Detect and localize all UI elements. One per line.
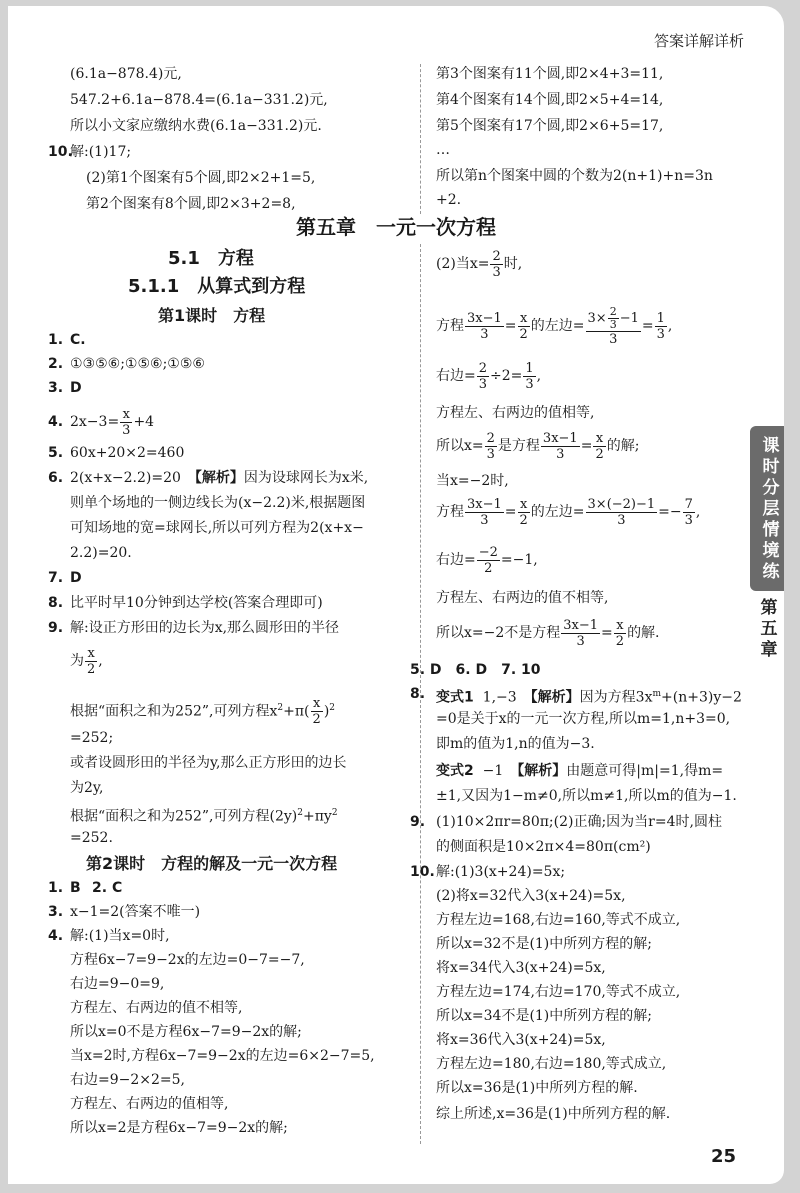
eq-part: 因为方程3x — [579, 689, 653, 706]
text-line — [70, 688, 335, 732]
question-number: 4. — [48, 414, 64, 430]
fraction — [586, 306, 641, 347]
page-number: 25 — [710, 1146, 736, 1167]
numerator: 3x−1 — [467, 310, 502, 326]
analysis-tag: 【解析】 — [194, 470, 244, 486]
answer: D — [70, 380, 82, 396]
side-chapter-label — [758, 598, 780, 661]
eq-part: = — [601, 625, 613, 641]
question-number: 10. — [48, 144, 73, 160]
eq-part: −1 — [482, 763, 518, 779]
fraction — [85, 646, 97, 677]
superscript: 2 — [331, 808, 338, 818]
answer: 5. D 6. D 7. 10 — [410, 662, 541, 678]
question-number: 2. — [48, 356, 64, 372]
page — [8, 6, 784, 1184]
side-tab-char: 情 — [762, 520, 780, 540]
fraction — [586, 497, 658, 528]
denominator: 2 — [519, 512, 528, 528]
eq-part: +π( — [283, 703, 310, 720]
denominator: 2 — [312, 712, 321, 728]
denominator: 3 — [609, 331, 618, 347]
text-line — [436, 613, 660, 653]
text-line: 综上所述,x=36是(1)中所列方程的解. — [436, 1106, 671, 1122]
text-line: 方程左、右两边的值相等, — [70, 1096, 229, 1112]
text-line: 第5个图案有17个圆,即2×6+5=17, — [436, 118, 664, 134]
text-line: 2.2)=20. — [70, 545, 132, 561]
denominator: 3 — [486, 446, 495, 462]
text-line: 方程左边=180,右边=180,等式成立, — [436, 1056, 667, 1072]
numerator: −2 — [478, 544, 498, 560]
denominator: 3 — [617, 512, 626, 528]
denominator: 2 — [87, 661, 96, 677]
eq-part: 根据“面积之和为252”,可列方程x — [70, 703, 278, 720]
denominator: 2 — [615, 633, 625, 649]
fraction — [311, 696, 323, 727]
text-line — [436, 426, 639, 466]
eq-part: 1,−3 — [482, 689, 531, 706]
fraction — [593, 431, 605, 462]
text-line: 所以第n个图案中圆的个数为2(n+1)+n=3n — [436, 168, 713, 184]
text-line — [436, 296, 672, 356]
text-line: 解:(1)17; — [70, 144, 132, 160]
text-line — [70, 641, 103, 681]
question-number: 10. — [410, 864, 435, 880]
numerator: x — [311, 696, 323, 712]
side-tab-char: 分 — [762, 478, 780, 498]
variant-tag: 变式2 — [436, 763, 474, 779]
eq-part: ÷2= — [490, 368, 523, 384]
text-line: 所以x=0不是方程6x−7=9−2x的解; — [70, 1024, 302, 1040]
side-tab-char: 时 — [762, 457, 780, 477]
eq-part: +4 — [133, 414, 155, 430]
side-chapter-text — [758, 598, 780, 661]
eq-part: 右边= — [436, 368, 476, 384]
eq-part: 的解; — [606, 438, 640, 454]
denominator: 3 — [122, 422, 131, 438]
analysis-tag: 【解析】 — [530, 689, 580, 706]
side-chapter-char: 第 — [760, 598, 778, 618]
eq-part: , — [98, 653, 103, 669]
question-number: 9. — [410, 814, 426, 830]
text-line: 为2y, — [70, 780, 104, 796]
text-line — [436, 540, 538, 580]
text-line: 所以x=32不是(1)中所列方程的解; — [436, 936, 652, 952]
side-tab-label — [750, 436, 784, 583]
fraction — [465, 497, 504, 528]
fraction — [518, 497, 530, 528]
eq-part: = — [504, 318, 517, 334]
eq-part: ) — [323, 703, 330, 720]
eq-part: −1 — [619, 310, 639, 326]
text-line — [436, 761, 723, 781]
fraction — [683, 497, 695, 528]
text-line: … — [436, 142, 450, 158]
numerator: 1 — [525, 360, 534, 376]
numerator: x — [518, 497, 530, 513]
text-line: 第4个图案有14个圆,即2×5+4=14, — [436, 92, 664, 108]
question-number: 8. — [48, 595, 64, 611]
question-number: 8. — [410, 686, 426, 702]
side-tab-char: 层 — [762, 499, 780, 519]
answer: x−1=2(答案不唯一) — [70, 904, 201, 920]
denominator: 3 — [576, 633, 585, 649]
side-tab-char: 练 — [762, 562, 780, 582]
numerator: x — [85, 646, 97, 662]
text-line: 将x=36代入3(x+24)=5x, — [436, 1032, 606, 1048]
numerator: 3x−1 — [467, 496, 502, 512]
text-line: =0是关于x的一元一次方程,所以m=1,n+3=0, — [436, 711, 731, 727]
fraction — [523, 361, 535, 392]
chapter-title: 第五章 一元一次方程 — [296, 215, 496, 239]
question-number: 6. — [48, 470, 64, 486]
text-line: 解:(1)当x=0时, — [70, 928, 170, 944]
numerator: 2 — [609, 304, 617, 318]
eq-part: 3× — [587, 310, 607, 326]
fraction — [614, 618, 626, 649]
column-divider-top — [420, 64, 421, 214]
text-line: 可知场地的宽=球网长,所以可列方程为2(x+x− — [70, 520, 364, 536]
eq-part: 2(x+x−2.2)=20 — [70, 470, 195, 486]
text-line: 或者设圆形田的半径为y,那么正方形田的边长 — [70, 755, 347, 771]
answer: B — [70, 880, 81, 896]
numerator: x — [120, 407, 132, 423]
text-line: +2. — [436, 192, 462, 208]
text-line — [436, 244, 522, 284]
text-line: 所以x=2是方程6x−7=9−2x的解; — [70, 1120, 288, 1136]
numerator: 7 — [684, 496, 693, 512]
text-line — [70, 803, 338, 827]
text-line: 右边=9−0=9, — [70, 976, 165, 992]
text-line: 第2个图案有8个圆,即2×3+2=8, — [86, 196, 296, 212]
text-line: 547.2+6.1a−878.4=(6.1a−331.2)元, — [70, 92, 328, 108]
fraction — [561, 618, 600, 649]
eq-part: 由题意可得|m|=1,得m= — [566, 763, 724, 779]
text-line: 方程左边=174,右边=170,等式不成立, — [436, 984, 681, 1000]
text-line: 则单个场地的一侧边线长为(x−2.2)米,根据题图 — [70, 495, 366, 511]
numerator: 3×(−2)−1 — [587, 496, 656, 512]
eq-part: = — [580, 438, 593, 454]
denominator: 3 — [478, 376, 488, 392]
eq-part: 所以x= — [436, 438, 484, 454]
superscript: 2 — [329, 703, 336, 713]
fraction — [518, 311, 530, 342]
text-line: =252. — [70, 830, 113, 846]
superscript: m — [652, 689, 662, 699]
header-title: 答案详解详析 — [653, 32, 744, 50]
fraction — [120, 407, 132, 438]
fraction — [465, 311, 504, 342]
text-line: 方程左、右两边的值不相等, — [436, 590, 609, 606]
numerator: x — [614, 618, 626, 634]
side-chapter-char: 章 — [760, 640, 778, 660]
denominator: 3 — [492, 264, 501, 280]
superscript: 2 — [297, 808, 303, 818]
numerator: 1 — [656, 310, 665, 326]
eq-part: =−1, — [500, 552, 538, 568]
question-number: 3. — [48, 380, 64, 396]
text-line — [70, 468, 368, 488]
fraction — [608, 306, 619, 331]
analysis-tag: 【解析】 — [517, 763, 567, 779]
eq-part: 的解. — [627, 625, 660, 641]
denominator: 3 — [480, 512, 489, 528]
text-line: 方程左、右两边的值相等, — [436, 405, 595, 421]
denominator: 3 — [656, 326, 665, 342]
text-line: 方程6x−7=9−2x的左边=0−7=−7, — [70, 952, 305, 968]
numerator: 2 — [478, 360, 488, 376]
eq-part: 2x−3= — [70, 414, 120, 430]
denominator: 3 — [684, 512, 693, 528]
eq-part: 右边= — [436, 552, 476, 568]
text-line: 所以x=36是(1)中所列方程的解. — [436, 1080, 638, 1096]
eq-part: 因为设球网长为x米, — [243, 470, 369, 486]
answer: ①③⑤⑥;①⑤⑥;①⑤⑥ — [70, 356, 205, 372]
eq-part: 所以x=−2不是方程 — [436, 625, 561, 641]
text-line: 的侧面积是10×2π×4=80π(cm²) — [436, 839, 651, 855]
eq-part: 的左边= — [530, 504, 585, 520]
numerator: 2 — [492, 248, 501, 264]
text-line: 所以小文家应缴纳水费(6.1a−331.2)元. — [70, 118, 322, 134]
question-number: 1. — [48, 332, 64, 348]
fraction — [490, 249, 502, 280]
side-tab[interactable] — [750, 426, 784, 591]
eq-part: 方程 — [436, 318, 464, 334]
fraction — [655, 311, 667, 342]
numerator: x — [593, 431, 605, 447]
text-line: (6.1a−878.4)元, — [70, 66, 182, 82]
variant-tag: 变式1 — [436, 689, 474, 706]
eq-part: = — [504, 504, 517, 520]
denominator: 2 — [519, 326, 528, 342]
fraction — [485, 431, 497, 462]
eq-part: 方程 — [436, 504, 464, 520]
eq-part: 是方程 — [497, 438, 540, 454]
answer: 比平时早10分钟到达学校(答案合理即可) — [70, 595, 323, 611]
text-line — [436, 684, 742, 708]
question-number: 4. — [48, 928, 64, 944]
question-number: 7. — [48, 570, 64, 586]
eq-part: (2)当x= — [436, 256, 490, 272]
text-line: 方程左、右两边的值不相等, — [70, 1000, 243, 1016]
text-line: 第3个图案有11个圆,即2×4+3=11, — [436, 66, 664, 82]
numerator — [586, 306, 641, 332]
answer: D — [70, 570, 82, 586]
section-title: 5.1 方程 — [168, 248, 254, 269]
text-line: 即m的值为1,n的值为−3. — [436, 736, 595, 752]
denominator: 2 — [595, 446, 604, 462]
numerator: x — [518, 311, 530, 327]
text-line: (1)10×2πr=80π;(2)正确;因为当r=4时,圆柱 — [436, 814, 722, 830]
denominator: 3 — [556, 446, 565, 462]
side-tab-char: 课 — [762, 436, 780, 456]
text-line: ±1,又因为1−m≠0,所以m≠1,所以m的值为−1. — [436, 788, 737, 804]
fraction — [541, 431, 580, 462]
text-line: (2)将x=32代入3(x+24)=5x, — [436, 888, 626, 904]
question-number: 9. — [48, 620, 64, 636]
side-chapter-char: 五 — [760, 619, 778, 639]
denominator: 3 — [480, 326, 489, 342]
eq-part: , — [536, 368, 542, 384]
question-number: 5. — [48, 445, 64, 461]
text-line: 解:(1)3(x+24)=5x; — [436, 864, 566, 880]
text-line: 方程左边=168,右边=160,等式不成立, — [436, 912, 681, 928]
text-line: (2)第1个图案有5个圆,即2×2+1=5, — [86, 170, 316, 186]
numerator: 2 — [486, 430, 495, 446]
eq-part: = — [641, 318, 654, 334]
text-line — [436, 492, 700, 532]
text-line: 右边=9−2×2=5, — [70, 1072, 186, 1088]
fraction — [477, 361, 489, 392]
eq-part: , — [695, 504, 701, 520]
numerator: 3x−1 — [563, 617, 599, 633]
eq-part: , — [667, 318, 673, 334]
eq-part: 为 — [70, 653, 84, 669]
lesson-title: 第1课时 方程 — [158, 306, 266, 325]
lesson-title: 第2课时 方程的解及一元一次方程 — [86, 854, 338, 873]
question-number: 3. — [48, 904, 64, 920]
eq-part: +πy — [302, 808, 332, 825]
text-line: =252; — [70, 730, 114, 746]
text-line — [436, 356, 541, 396]
superscript: 2 — [277, 703, 284, 713]
eq-part: 时, — [503, 256, 523, 272]
text-line: 将x=34代入3(x+24)=5x, — [436, 960, 606, 976]
subsection-title: 5.1.1 从算式到方程 — [128, 276, 306, 297]
answer — [70, 402, 154, 442]
eq-part: =− — [658, 504, 682, 520]
text-line: 所以x=34不是(1)中所列方程的解; — [436, 1008, 652, 1024]
fraction — [477, 545, 500, 576]
denominator: 3 — [525, 376, 534, 392]
question-number: 1. — [48, 880, 64, 896]
question-number: 2. — [92, 880, 108, 896]
eq-part: +(n+3)y−2 — [661, 689, 742, 706]
eq-part: 的左边= — [530, 318, 585, 334]
answer: 60x+20×2=460 — [70, 445, 185, 461]
eq-part: 根据“面积之和为252”,可列方程(2y) — [70, 808, 298, 825]
answer: C — [112, 880, 123, 896]
numerator: 3x−1 — [542, 430, 578, 446]
denominator: 2 — [484, 560, 493, 576]
side-tab-char: 境 — [762, 541, 780, 561]
text-line: 当x=−2时, — [436, 473, 509, 489]
denominator: 3 — [609, 317, 617, 331]
text-line: 当x=2时,方程6x−7=9−2x的左边=6×2−7=5, — [70, 1048, 375, 1064]
answer: C. — [70, 332, 86, 348]
text-line: 解:设正方形田的边长为x,那么圆形田的半径 — [70, 620, 340, 636]
